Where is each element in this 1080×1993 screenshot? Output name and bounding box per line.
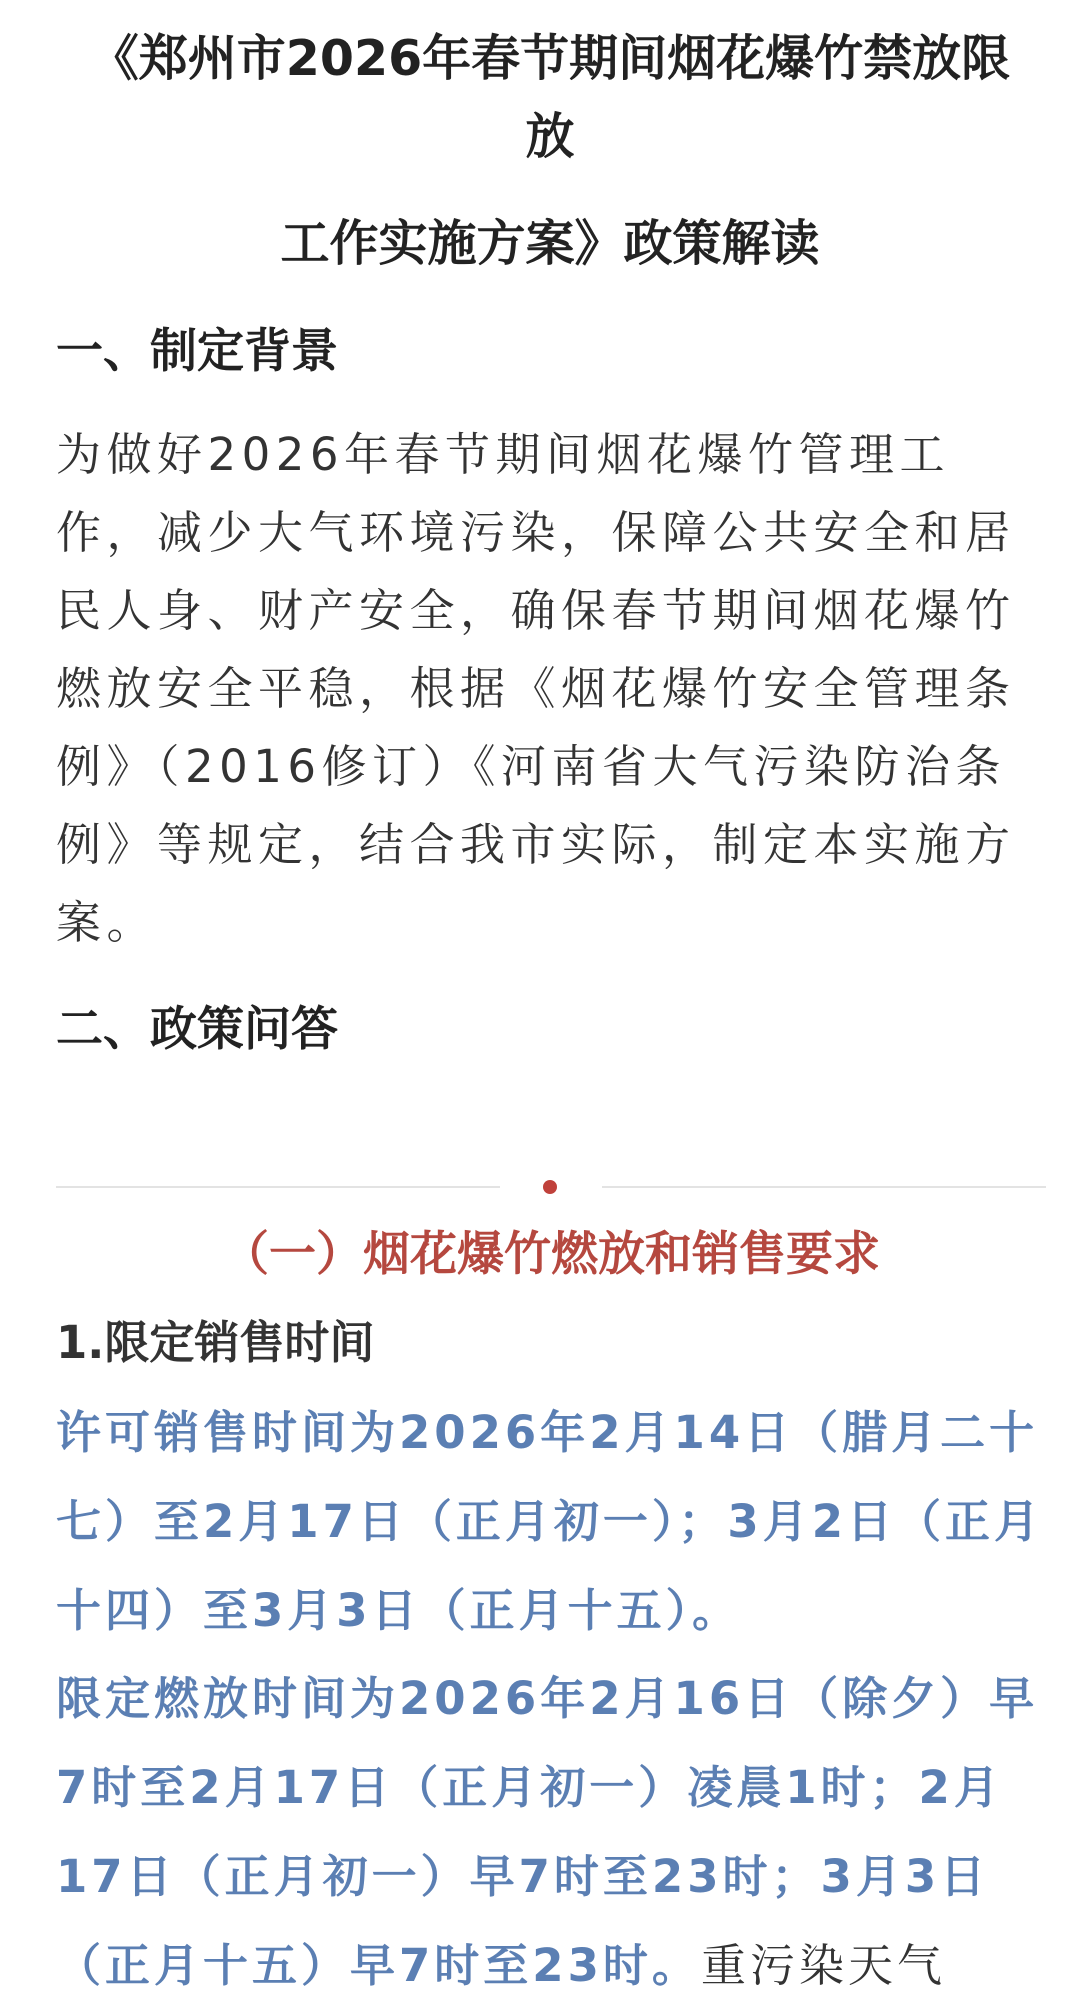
divider-dot-icon — [543, 1180, 557, 1194]
divider-line-left — [56, 1186, 500, 1188]
title-line-2: 放 — [525, 108, 575, 165]
firing-time-block — [56, 1654, 1056, 1993]
background-paragraph: 为做好2026年春节期间烟花爆竹管理工作，减少大气环境污染，保障公共安全和居民人身、财产安全，确保春节期间烟花爆竹燃放安全平稳，根据《烟花爆竹安全管理条例》（2016修订）《河南省大气污染防治条例》等规定，结合我市实际，制定本实施方案。 — [56, 428, 1016, 949]
title-line-3: 工作实施方案》政策解读 — [280, 215, 820, 272]
subsection-heading: （一）烟花爆竹燃放和销售要求 — [222, 1227, 880, 1282]
policy-qa-heading: 二、政策问答 — [56, 1002, 338, 1057]
title-line-1: 《郑州市2026年春节期间烟花爆竹禁放限 — [89, 30, 1011, 87]
firing-time-text: 限定燃放时间为2026年2月16日（除夕）早7时至2月17日（正月初一）凌晨1时；2月17日（正月初一）早7时至23时；3月3日（正月十五）早7时至23时。 — [56, 1672, 1039, 1992]
article-title — [60, 20, 1040, 176]
section-divider — [56, 1175, 1046, 1199]
firing-time-tail-text: 重污染天气 — [700, 1939, 946, 1992]
background-heading: 一、制定背景 — [56, 324, 338, 379]
item-1-heading: 1.限定销售时间 — [56, 1316, 375, 1369]
sales-time-text: 许可销售时间为2026年2月14日（腊月二十七）至2月17日（正月初一）；3月2日（正月十四）至3月3日（正月十五）。 — [56, 1406, 1044, 1637]
divider-line-right — [602, 1186, 1046, 1188]
